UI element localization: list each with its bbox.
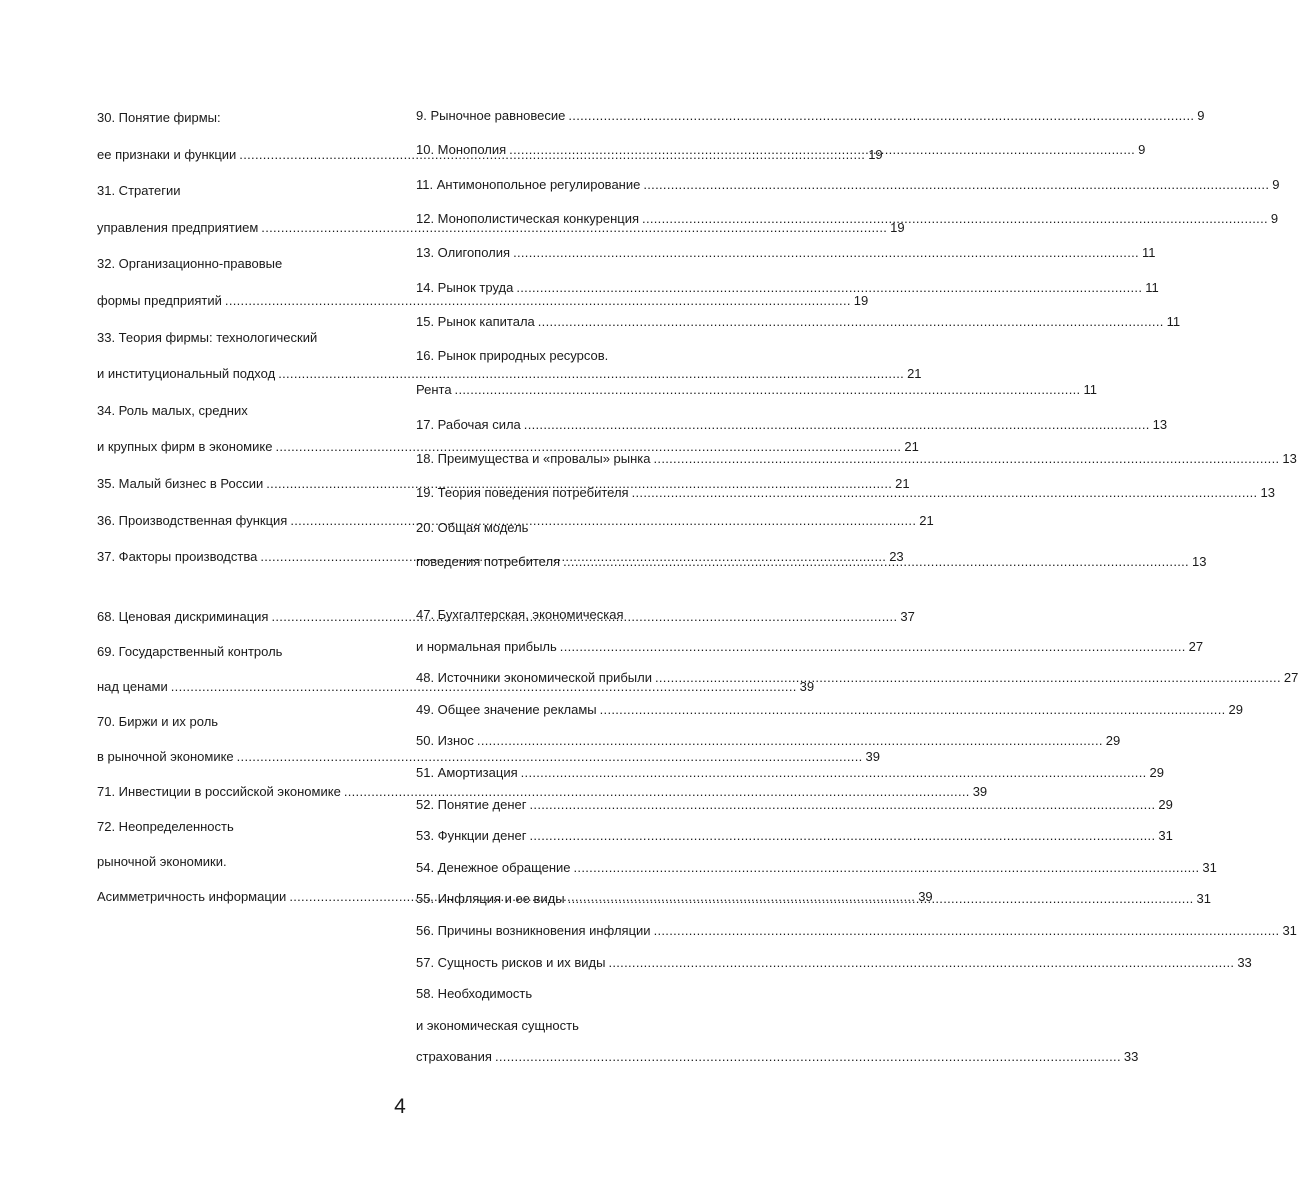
toc-entry-page: 19 [868,146,883,162]
toc-entry-page: 29 [1105,733,1121,749]
toc-entry-title: 70. Биржи и их роль [97,714,219,729]
toc-entry-title: 69. Государственный контроль [97,644,283,659]
toc-entry-title: 9. Рыночное равновесие [416,108,566,123]
toc-entry [97,476,910,492]
toc-entry-page: 27 [1283,670,1298,686]
toc-entry-page: 9 [1138,142,1146,158]
dot-leader [560,639,1186,655]
toc-entry [416,859,1217,876]
page-number: 4 [394,1095,406,1118]
dot-leader [516,280,1142,296]
toc-entry-title: 50. Износ [416,733,474,749]
toc-entry-title: страхования [416,1049,492,1065]
dot-leader [600,702,1226,718]
toc-entry [416,670,1298,686]
toc-entry-title: и крупных фирм в экономике [97,439,273,455]
toc-entry [97,679,815,695]
dot-leader [524,417,1150,433]
toc-entry-page: 31 [1196,891,1212,907]
toc-entry-title: 47. Бухгалтерская, экономическая [416,607,624,622]
toc-entry-heading [97,183,386,199]
toc-entry-title: 48. Источники экономической прибыли [416,670,652,686]
toc-entry-heading [97,644,386,660]
toc-entry-heading [97,714,386,730]
dot-leader [642,211,1268,227]
toc-entry-title: рыночной экономики. [97,854,227,869]
toc-entry-title: 15. Рынок капитала [416,313,535,329]
dot-leader [521,765,1147,781]
toc-entry-title: 18. Преимущества и «провалы» рынка [416,451,651,466]
toc-entry-heading [416,520,705,536]
toc-entry-page: 13 [1152,416,1168,432]
toc-entry [416,765,1164,781]
toc-entry-title: 68. Ценовая дискриминация [97,609,269,624]
toc-entry-title: 13. Олигополия [416,245,511,261]
toc-entry-page: 9 [1272,176,1280,192]
toc-entry-title: управления предприятием [97,219,259,235]
toc-entry-page: 23 [889,549,904,565]
toc-entry-heading [97,854,386,870]
toc-entry-title: 14. Рынок труда [416,279,514,295]
dot-leader [495,1049,1121,1065]
toc-entry-page: 13 [1282,451,1297,466]
toc-entry-title: 19. Теория поведения потребителя [416,485,629,501]
toc-entry-heading [416,986,705,1002]
toc-entry-title: 58. Необходимость [416,986,533,1002]
toc-entry-page: 31 [1158,828,1173,844]
toc-entry-title: 53. Функции денег [416,828,527,844]
toc-entry-page: 11 [1145,279,1159,295]
toc-entry [416,279,1159,296]
toc-entry [416,923,1297,939]
dot-leader [654,451,1280,467]
toc-entry-title: над ценами [97,679,168,694]
toc-entry-title: формы предприятий [97,293,222,308]
toc-entry-page: 27 [1188,638,1204,654]
dot-leader [509,142,1135,158]
toc-entry-title: и институциональный подход [97,366,276,382]
toc-entry-heading [416,607,705,623]
toc-entry [416,245,1156,261]
toc-entry [416,1049,1139,1065]
toc-entry-title: 56. Причины возникновения инфляции [416,923,651,938]
toc-entry-page: 37 [900,609,915,624]
toc-entry-heading [97,256,386,272]
toc-entry-title: 51. Амортизация [416,765,518,780]
toc-entry-title: 12. Монополистическая конкуренция [416,210,640,226]
dot-leader [643,177,1269,193]
toc-entry [416,451,1297,467]
toc-entry-heading [416,1018,705,1034]
toc-entry [416,313,1181,330]
toc-entry-title: 17. Рабочая сила [416,416,521,432]
toc-entry-heading [97,110,386,126]
toc-entry-page: 13 [1191,553,1207,569]
dot-leader [632,485,1258,501]
toc-entry-page: 29 [1228,701,1243,717]
toc-entry-page: 33 [1123,1049,1139,1065]
toc-entry [416,638,1204,655]
toc-entry-page: 31 [1282,923,1297,938]
toc-entry-title: 30. Понятие фирмы: [97,110,221,125]
toc-entry-heading [97,330,386,346]
toc-entry-title: 35. Малый бизнес в России [97,476,264,491]
toc-entry-page: 9 [1270,210,1279,226]
toc-entry [97,784,988,800]
toc-entry-title: 20. Общая модель [416,519,529,535]
dot-leader [563,554,1189,570]
dot-leader [538,314,1164,330]
toc-entry-page: 9 [1197,108,1205,123]
toc-entry [416,701,1243,718]
toc-entry-page: 13 [1260,485,1275,501]
toc-entry-title: 52. Понятие денег [416,796,527,812]
toc-entry-title: 71. Инвестиции в российской экономике [97,784,341,799]
toc-entry [416,416,1168,433]
toc-entry [97,749,880,765]
toc-entry-page: 11 [1141,245,1156,261]
toc-entry [97,293,869,309]
toc-entry [97,366,922,382]
toc-entry-page: 39 [799,679,815,694]
toc-entry-page: 21 [895,476,910,491]
toc-entry-title: 57. Сущность рисков и их виды [416,954,606,970]
toc-entry [416,828,1173,844]
toc-entry-page: 31 [1202,859,1217,875]
toc-entry-page: 19 [853,293,869,308]
toc-entry [416,954,1252,971]
toc-entry [416,176,1280,193]
toc-entry-title: 49. Общее значение рекламы [416,701,597,717]
toc-entry [97,219,905,236]
dot-leader [513,245,1139,261]
dot-leader [608,955,1234,971]
toc-entry-title: и экономическая сущность [416,1017,579,1033]
dot-leader [237,749,863,765]
toc-entry-page: 21 [904,439,919,455]
toc-entry-page: 11 [1166,313,1181,329]
toc-entry-page: 21 [907,366,922,382]
dot-leader [655,670,1281,686]
toc-entry-page: 21 [919,512,934,528]
toc-entry-title: 54. Денежное обращение [416,859,571,875]
dot-leader [477,733,1103,749]
toc-entry-page: 39 [918,889,933,904]
toc-entry [416,108,1205,124]
toc-entry-title: 37. Факторы производства [97,549,258,565]
toc-entry [416,485,1275,501]
toc-entry-heading [97,403,386,419]
toc-entry [416,796,1173,813]
toc-entry [416,382,1097,398]
toc-entry-title: 11. Антимонопольное регулирование [416,176,641,192]
dot-leader [529,828,1155,844]
toc-entry-page: 19 [890,219,905,235]
dot-leader [574,860,1200,876]
dot-leader [455,382,1081,398]
toc-entry-heading [416,348,705,364]
toc-entry-title: поведения потребителя [416,553,561,569]
toc-entry-title: и нормальная прибыль [416,638,557,654]
toc-entry-title: ее признаки и функции [97,146,237,162]
toc-entry-title: 55. Инфляция и ее виды [416,891,565,907]
dot-leader [278,366,904,382]
toc-entry-title: 16. Рынок природных ресурсов. [416,348,609,364]
toc-entry-page: 29 [1158,796,1173,812]
toc-entry-title: 33. Теория фирмы: технологический [97,329,318,345]
toc-entry-page: 11 [1083,382,1097,398]
toc-entry-heading [97,819,386,835]
toc-entry-page: 33 [1237,954,1252,970]
dot-leader [568,891,1194,907]
toc-entry-title: в рыночной экономике [97,749,234,764]
toc-entry-title: 32. Организационно-правовые [97,256,283,272]
toc-entry-page: 29 [1149,765,1164,780]
toc-entry-title: 10. Монополия [416,142,507,158]
toc-entry-title: 34. Роль малых, средних [97,402,248,418]
dot-leader [568,108,1194,124]
toc-entry-title: 36. Производственная функция [97,512,288,528]
dot-leader [654,923,1280,939]
toc-entry [416,733,1121,749]
toc-entry-page: 39 [865,749,880,764]
toc-entry-title: Рента [416,382,452,398]
toc-entry-page: 39 [972,784,988,799]
dot-leader [530,797,1156,813]
toc-entry-title: 72. Неопределенность [97,819,234,834]
toc-entry-title: Асимметричность информации [97,889,287,904]
toc-entry-title: 31. Стратегии [97,183,181,199]
toc-entry [97,439,919,455]
